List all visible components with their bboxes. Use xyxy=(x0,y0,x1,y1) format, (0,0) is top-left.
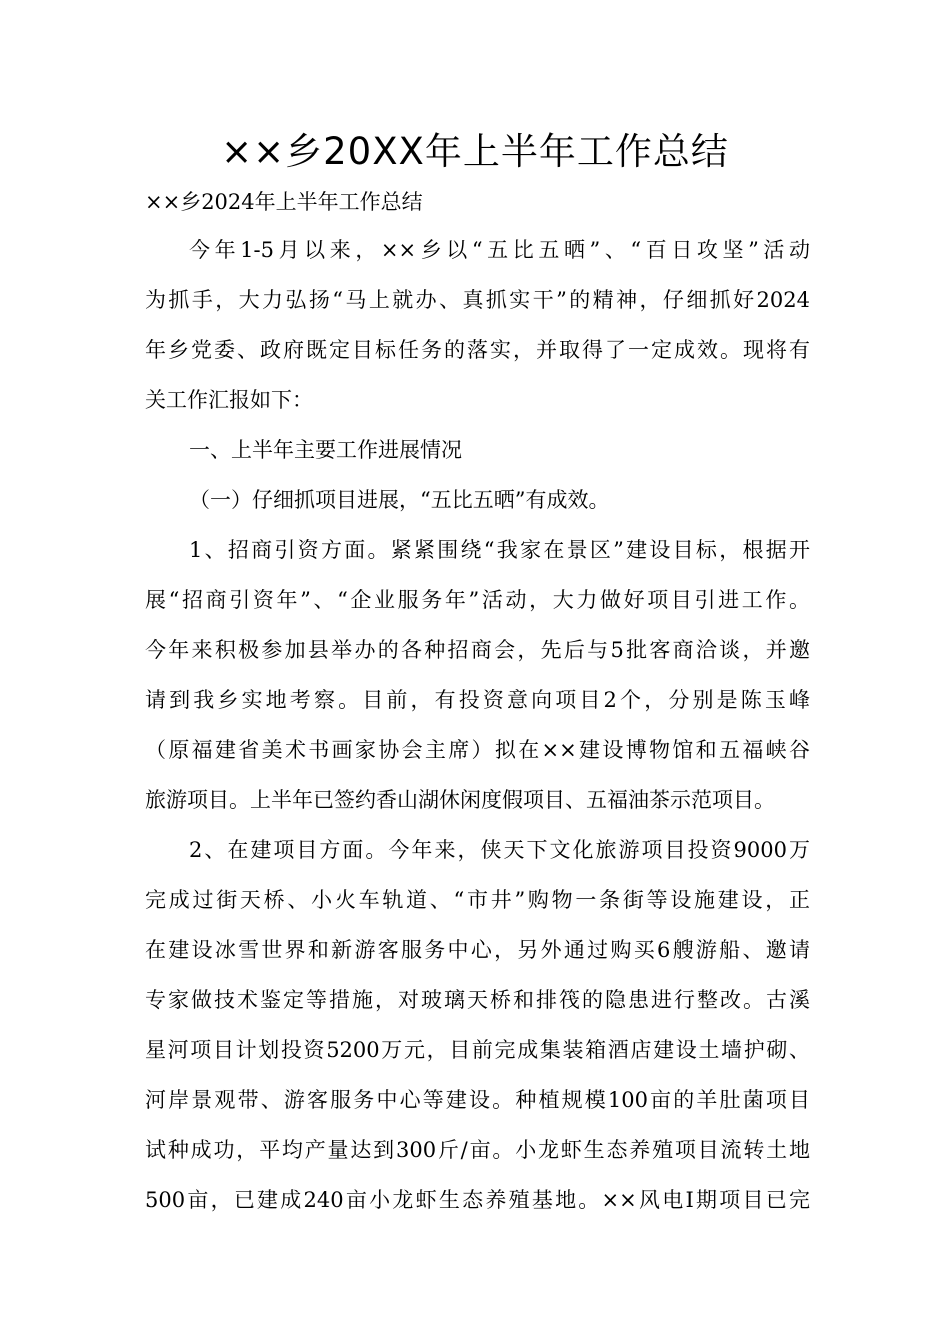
paragraph-projects-line-1: 2、在建项目方面。今年来，侠天下文化旅游项目投资9000万 xyxy=(189,838,810,862)
paragraph-investment-line-4: 请到我乡实地考察。目前，有投资意向项目2个，分别是陈玉峰 xyxy=(145,688,810,712)
paragraph-intro-line-3: 年乡党委、政府既定目标任务的落实，并取得了一定成效。现将有 xyxy=(145,338,810,362)
paragraph-investment-line-5: （原福建省美术书画家协会主席）拟在××建设博物馆和五福峡谷 xyxy=(145,738,810,762)
document-title: ××乡20XX年上半年工作总结 xyxy=(221,130,729,173)
paragraph-intro-line-2: 为抓手，大力弘扬“马上就办、真抓实干”的精神，仔细抓好2024 xyxy=(145,288,810,312)
subsection-heading: （一）仔细抓项目进展，“五比五晒”有成效。 xyxy=(189,488,610,512)
paragraph-intro-line-4: 关工作汇报如下： xyxy=(145,388,313,412)
document-subtitle-line: ××乡2024年上半年工作总结 xyxy=(145,190,423,214)
paragraph-investment-line-6: 旅游项目。上半年已签约香山湖休闲度假项目、五福油茶示范项目。 xyxy=(145,788,775,812)
document-body xyxy=(145,182,810,1225)
paragraph-projects-line-3: 在建设冰雪世界和新游客服务中心，另外通过购买6艘游船、邀请 xyxy=(145,938,810,962)
paragraph-projects-line-2: 完成过街天桥、小火车轨道、“市井”购物一条街等设施建设，正 xyxy=(145,888,810,912)
paragraph-projects-line-4: 专家做技术鉴定等措施，对玻璃天桥和排筏的隐患进行整改。古溪 xyxy=(145,988,810,1012)
paragraph-projects-line-8: 500亩，已建成240亩小龙虾生态养殖基地。××风电Ⅰ期项目已完 xyxy=(145,1188,810,1212)
paragraph-projects-line-5: 星河项目计划投资5200万元，目前完成集装箱酒店建设土墙护砌、 xyxy=(145,1038,810,1062)
paragraph-projects-line-7: 试种成功，平均产量达到300斤/亩。小龙虾生态养殖项目流转土地 xyxy=(145,1138,810,1162)
paragraph-investment-line-3: 今年来积极参加县举办的各种招商会，先后与5批客商洽谈，并邀 xyxy=(145,638,810,662)
paragraph-projects-line-6: 河岸景观带、游客服务中心等建设。种植规模100亩的羊肚菌项目 xyxy=(145,1088,810,1112)
section-heading: 一、上半年主要工作进展情况 xyxy=(189,438,462,462)
paragraph-investment-line-2: 展“招商引资年”、“企业服务年”活动，大力做好项目引进工作。 xyxy=(145,588,810,612)
paragraph-investment-line-1: 1、招商引资方面。紧紧围绕“我家在景区”建设目标，根据开 xyxy=(189,538,810,562)
paragraph-intro-line-1: 今年1-5月以来，××乡以“五比五晒”、“百日攻坚”活动 xyxy=(189,238,810,262)
